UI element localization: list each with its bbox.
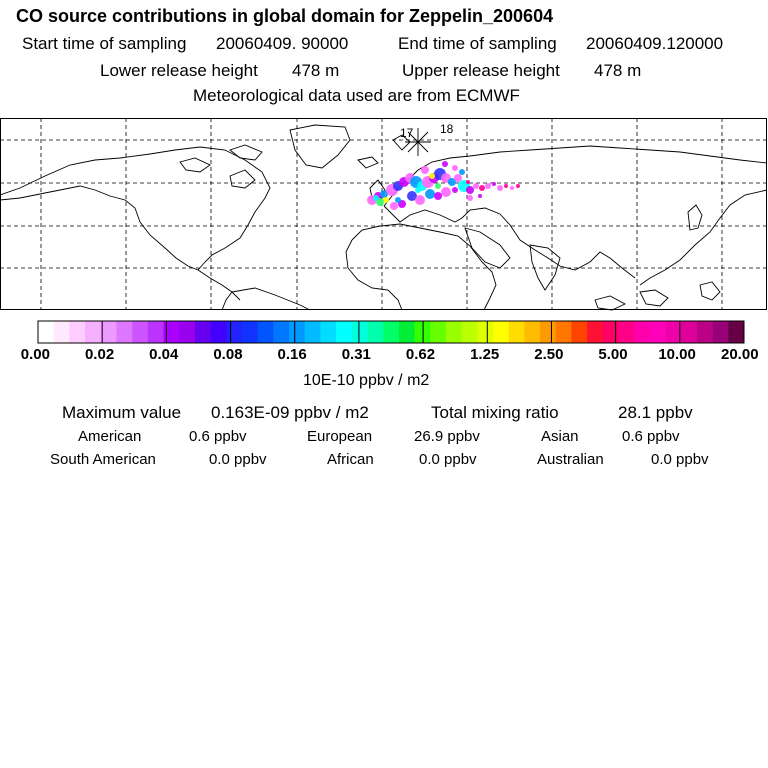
plume-cell (395, 197, 401, 203)
colorbar-tick-label: 5.00 (598, 346, 628, 363)
plume-cell (497, 185, 503, 191)
colorbar-swatch (697, 321, 713, 343)
colorbar-swatch (383, 321, 399, 343)
plume-cell (415, 187, 421, 193)
colorbar-swatch (477, 321, 493, 343)
region-value-australian: 0.0 ppbv (651, 451, 709, 468)
region-name-australian: Australian (537, 451, 604, 468)
colorbar-swatch (352, 321, 368, 343)
colorbar-swatch (618, 321, 634, 343)
colorbar-swatch (258, 321, 274, 343)
colorbar (38, 321, 744, 343)
plume-cell (454, 174, 462, 182)
region-value-american: 0.6 ppbv (189, 428, 247, 445)
colorbar-tick-label: 0.08 (213, 346, 243, 363)
colorbar-swatch (650, 321, 666, 343)
plume-cell (434, 192, 442, 200)
colorbar-tick-label: 0.16 (277, 346, 307, 363)
colorbar-swatch (634, 321, 650, 343)
colorbar-swatch (524, 321, 540, 343)
colorbar-tick-label: 2.50 (534, 346, 564, 363)
colorbar-swatch (666, 321, 682, 343)
colorbar-swatch (69, 321, 85, 343)
colorbar-swatch (336, 321, 352, 343)
colorbar-swatch (430, 321, 446, 343)
plume-cell (452, 187, 458, 193)
colorbar-swatch (305, 321, 321, 343)
colorbar-swatch (195, 321, 211, 343)
colorbar-swatch (415, 321, 431, 343)
colorbar-swatch (446, 321, 462, 343)
plume-cell (516, 184, 520, 188)
plume-cell (421, 166, 429, 174)
max-value: 0.163E-09 ppbv / m2 (211, 403, 369, 422)
plume-cell (390, 202, 398, 210)
contour-label-17: 17 (400, 126, 414, 140)
colorbar-swatch (603, 321, 619, 343)
colorbar-swatch (101, 321, 117, 343)
start-time-value: 20060409. 90000 (216, 34, 349, 53)
plume-cell (459, 169, 465, 175)
colorbar-tick-label: 20.00 (721, 346, 759, 363)
colorbar-swatch (242, 321, 258, 343)
colorbar-swatch (399, 321, 415, 343)
colorbar-swatch (54, 321, 70, 343)
map-frame (1, 119, 767, 310)
region-value-european: 26.9 ppbv (414, 428, 480, 445)
plot-title: CO source contributions in global domain for Zeppelin_200604 (16, 6, 554, 26)
colorbar-tick-label: 0.04 (149, 346, 179, 363)
colorbar-swatch (681, 321, 697, 343)
colorbar-tick-label: 10.00 (658, 346, 696, 363)
colorbar-swatch (728, 321, 744, 343)
colorbar-tick-label: 1.25 (470, 346, 500, 363)
colorbar-swatch (462, 321, 478, 343)
plume-cell (452, 165, 458, 171)
colorbar-tick-label: 0.31 (341, 346, 371, 363)
region-name-african: African (327, 451, 374, 468)
plume-cell (373, 195, 379, 201)
plume-cell (485, 183, 491, 189)
start-time-label: Start time of sampling (22, 34, 187, 53)
region-value-south-american: 0.0 ppbv (209, 451, 267, 468)
colorbar-tick-label: 0.02 (84, 346, 115, 363)
plume-cell (415, 195, 425, 205)
total-mixing-value: 28.1 ppbv (618, 403, 693, 422)
met-data-note: Meteorological data used are from ECMWF (193, 86, 520, 105)
plume-cell (429, 173, 435, 179)
region-value-african: 0.0 ppbv (419, 451, 477, 468)
end-time-label: End time of sampling (398, 34, 557, 53)
colorbar-unit: 10E-10 ppbv / m2 (303, 372, 430, 389)
lower-height-label: Lower release height (100, 61, 258, 80)
contour-label-18: 18 (440, 122, 454, 136)
plume-cell (425, 189, 435, 199)
lower-height-value: 478 m (292, 61, 340, 80)
total-mixing-label: Total mixing ratio (431, 403, 559, 422)
colorbar-swatch (211, 321, 227, 343)
colorbar-swatch (38, 321, 54, 343)
plume-cell (510, 186, 514, 190)
region-name-asian: Asian (541, 428, 579, 445)
colorbar-swatch (571, 321, 587, 343)
region-name-american: American (78, 428, 142, 445)
plume-cell (435, 183, 441, 189)
colorbar-tick-label: 0.62 (405, 346, 436, 363)
colorbar-swatch (540, 321, 556, 343)
colorbar-swatch (493, 321, 509, 343)
colorbar-tick-label: 0.00 (20, 346, 50, 363)
plume-cell (492, 182, 496, 186)
plume-cell (504, 184, 508, 188)
colorbar-swatch (116, 321, 132, 343)
region-name-south-american: South American (50, 451, 156, 468)
colorbar-swatch (556, 321, 572, 343)
colorbar-swatch (367, 321, 383, 343)
colorbar-swatch (289, 321, 305, 343)
plume-cell (442, 161, 448, 167)
colorbar-swatch (509, 321, 525, 343)
colorbar-swatch (273, 321, 289, 343)
region-value-asian: 0.6 ppbv (622, 428, 680, 445)
colorbar-swatch (148, 321, 164, 343)
plume-cell (473, 183, 479, 189)
upper-height-value: 478 m (594, 61, 642, 80)
upper-height-label: Upper release height (402, 61, 560, 80)
plume-cell (466, 186, 474, 194)
colorbar-swatch (179, 321, 195, 343)
end-time-value: 20060409.120000 (586, 34, 724, 53)
plume-cell (467, 195, 473, 201)
colorbar-swatch (587, 321, 603, 343)
plume-cell (466, 180, 470, 184)
plume-cell (479, 185, 485, 191)
region-name-european: European (307, 428, 373, 445)
colorbar-swatch (226, 321, 242, 343)
plume-cell (441, 187, 451, 197)
colorbar-swatch (85, 321, 101, 343)
plume-cell (478, 194, 482, 198)
colorbar-swatch (320, 321, 336, 343)
colorbar-swatch (132, 321, 148, 343)
colorbar-swatch (713, 321, 729, 343)
max-value-label: Maximum value (62, 403, 182, 422)
